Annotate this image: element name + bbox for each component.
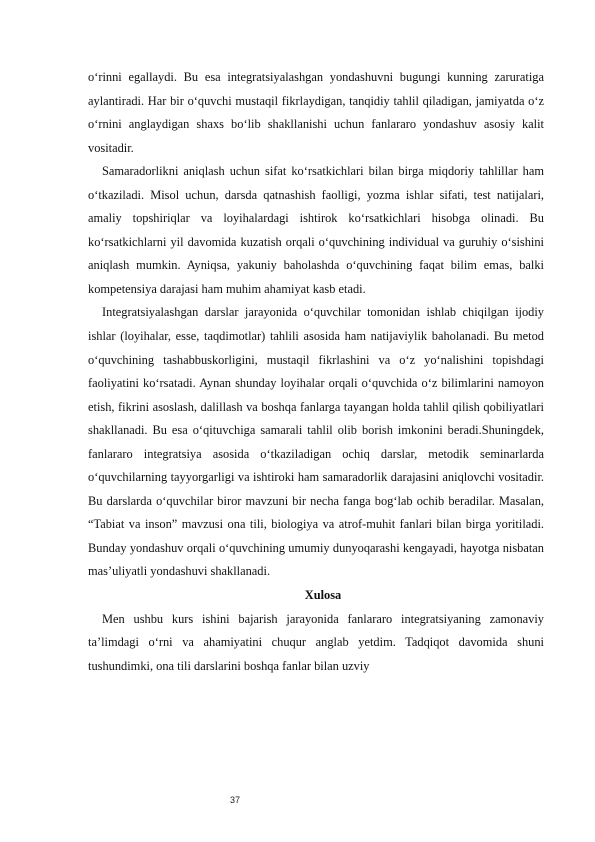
section-heading-conclusion: Xulosa [304,588,342,603]
paragraph-integrated-lessons: Integratsiyalashgan darslar jarayonida o‘quvchilar tomonidan ishlab chiqilgan ijodiy ishlar (loyihalar, esse, taqdimotlar) tahlili asosida ham natijaviylik baholanadi. Bu metod o‘quvchining tashabbuskorligini, mustaqil fikrlashini va o‘z yo‘nalishini topishdagi faoliyatini ko‘rsatadi. Aynan shunday loyihalar orqali o‘quvchida o‘z bilimlarini namoyon etish, fikrini asoslash, dalillash va boshqa fanlarga tayangan holda tahlil qilish qobiliyatlari shakllanadi. Bu esa o‘qituvchiga samarali tahlil olib borish imkonini beradi.Shuningdek, fanlararo integratsiya asosida o‘tkaziladigan ochiq darslar, metodik seminarlarda o‘quvchilarning tayyorgarligi va ishtiroki ham samaradorlik darajasini aniqlovchi vositadir. Bu darslarda o‘quvchilar biror mavzuni bir necha fanga bog‘lab ochib beradilar. Masalan, “Tabiat va inson” mavzusi ona tili, biologiya va atrof-muhit fanlari bilan birga yoritiladi. Bunday yondashuv orqali o‘quvchining umumiy dunyoqarashi kengayadi, hayotga nisbatan mas’uliyatli yondashuvi shakllanadi. [88,305,544,579]
paragraph-effectiveness: Samaradorlikni aniqlash uchun sifat ko‘rsatkichlari bilan birga miqdoriy tahlillar ham o‘tkaziladi. Misol uchun, darsda qatnashish faolligi, yozma ishlar sifati, test natijalari, amaliy topshiriqlar va loyihalardagi ishtirok ko‘rsatkichlari hisobga olinadi. Bu ko‘rsatkichlarni yil davomida kuzatish orqali o‘quvchining individual va guruhiy o‘sishini aniqlash mumkin. Ayniqsa, yakuniy baholashda o‘quvchining faqat bilim emas, balki kompetensiya darajasi ham muhim ahamiyat kasb etadi. [88,164,544,296]
body-text [88,66,544,678]
page-number: 37 [230,795,241,805]
paragraph-continuation: o‘rinni egallaydi. Bu esa integratsiyalashgan yondashuvni bugungi kunning zaruratiga aylantiradi. Har bir o‘quvchi mustaqil fikrlaydigan, tanqidiy tahlil qiladigan, jamiyatda o‘z o‘rnini anglaydigan shaxs bo‘lib shakllanishi uchun fanlararo yondashuv asosiy kalit vositadir. [88,70,544,155]
paragraph-conclusion: Men ushbu kurs ishini bajarish jarayonida fanlararo integratsiyaning zamonaviy ta’limdagi o‘rni va ahamiyatini chuqur anglab yetdim. Tadqiqot davomida shuni tushundimki, ona tili darslarini boshqa fanlar bilan uzviy [88,611,544,673]
